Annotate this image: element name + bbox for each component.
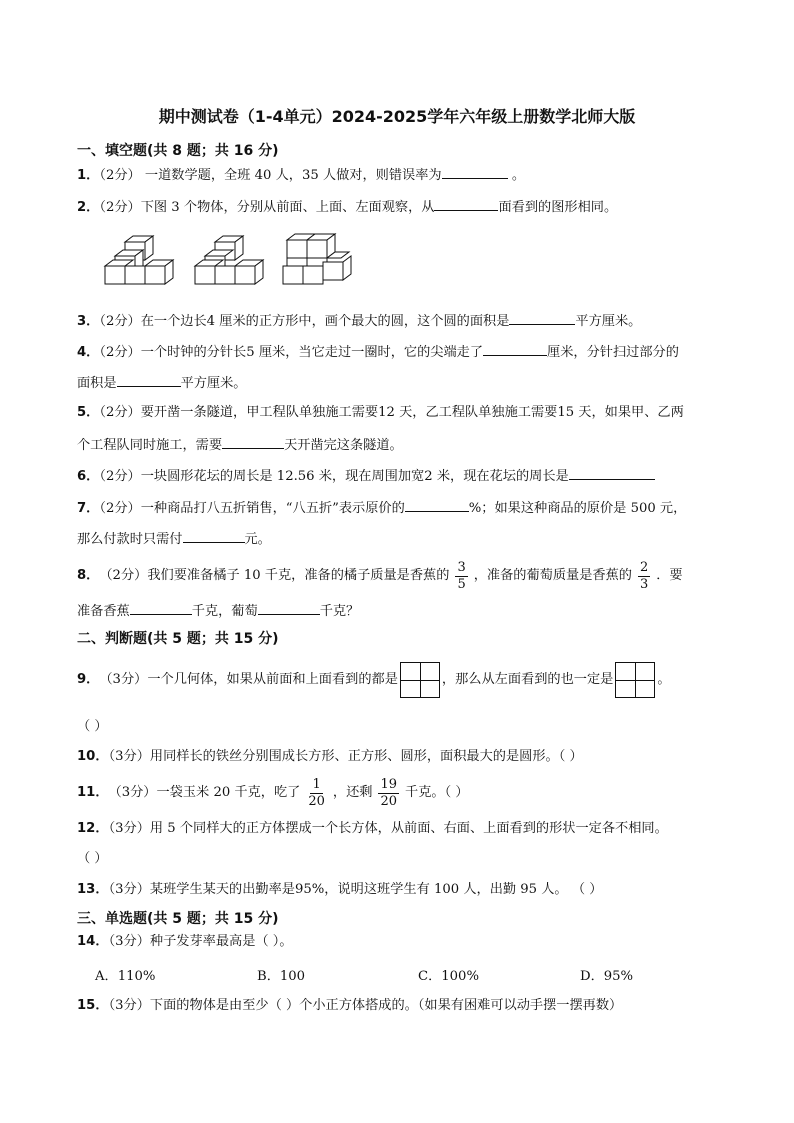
question-12-cont: （ ） [77,851,108,866]
cube-figures [103,232,353,288]
fraction-3-5: $\frac{3}{5}$ [457,559,466,592]
square-grid-icon [400,662,440,698]
answer-blank[interactable] [483,341,547,356]
question-11: 11． （3分） 一袋玉米 20 千克，吃了 $\frac{1}{20}$ ，还剩 $\frac{19}{20}$ 千克。（ ） [77,776,469,809]
question-3: 3．（2分）在一个边长4 厘米的正方形中，画个最大的圆，这个圆的面积是 平方厘米。 [77,310,641,332]
question-1: 1．（2分） 一道数学题，全班 40 人，35 人做对，则错误率为 。 [77,164,525,186]
answer-blank[interactable] [434,196,498,211]
fraction-19-20: $\frac{19}{20}$ [380,776,398,809]
cube-figure-2 [195,236,263,284]
question-2: 2．（2分）下图 3 个物体，分别从前面、上面、左面观察，从 面看到的图形相同。 [77,196,617,218]
option-c[interactable]: C．100% [418,969,479,984]
question-5-cont: 个工程队同时施工，需要 天开凿完这条隧道。 [77,434,403,456]
question-13: 13．（3分）某班学生某天的出勤率是95%，说明这班学生有 100 人，出勤 95 人。 （ ） [77,882,603,897]
question-9: 9． （3分） 一个几何体，如果从前面和上面看到的都是 ，那么从左面看到的也一定是 。 [77,660,671,700]
question-8: 8． （2分） 我们要准备橘子 10 千克，准备的橘子质量是香蕉的 $\frac{3}{5}$ ，准备的葡萄质量是香蕉的 $\frac{2}{3}$ ．要 [77,559,683,592]
answer-blank[interactable] [222,434,284,449]
section-fill-in: 一、填空题(共 8 题；共 16 分) [77,143,279,159]
fraction-1-20: $\frac{1}{20}$ [308,776,325,809]
question-12: 12．（3分）用 5 个同样大的正方体摆成一个长方体，从前面、右面、上面看到的形状一定各不相同。 [77,821,668,836]
question-6: 6．（2分）一块圆形花坛的周长是 12.56 米，现在周围加宽2 米，现在花坛的周长是 [77,465,655,487]
question-4: 4．（2分）一个时钟的分针长5 厘米，当它走过一圈时，它的尖端走了 厘米，分针扫过部分的 [77,341,679,363]
option-a[interactable]: A．110% [95,969,156,984]
answer-blank[interactable] [569,465,655,480]
answer-blank[interactable] [442,164,508,179]
question-4-cont: 面积是 平方厘米。 [77,372,247,394]
question-9-cont: （ ） [77,719,108,734]
answer-blank[interactable] [509,310,575,325]
answer-blank[interactable] [183,528,245,543]
question-7: 7．（2分）一种商品打八五折销售，“八五折”表示原价的 %；如果这种商品的原价是 500 元， [77,497,686,519]
answer-blank[interactable] [405,497,469,512]
fraction-2-3: $\frac{2}{3}$ [639,559,649,592]
cube-figure-1 [105,236,173,284]
answer-blank[interactable] [258,600,320,615]
answer-blank[interactable] [130,600,192,615]
square-grid-icon [615,662,655,698]
section-true-false: 二、判断题(共 5 题；共 15 分) [77,631,279,647]
cube-figure-3 [283,234,351,284]
option-d[interactable]: D．95% [580,969,634,984]
page-title: 期中测试卷（1-4单元）2024-2025学年六年级上册数学北师大版 [158,107,636,126]
option-b[interactable]: B．100 [257,969,306,984]
question-8-cont: 准备香蕉 千克，葡萄 千克？ [77,600,359,622]
question-7-cont: 那么付款时只需付 元。 [77,528,271,550]
question-15: 15．（3分）下面的物体是由至少（ ）个小正方体搭成的。（如果有困难可以动手摆一摆再数） [77,998,623,1013]
question-14: 14．（3分）种子发芽率最高是（ ）。 [77,934,293,949]
question-10: 10．（3分）用同样长的铁丝分别围成长方形、正方形、圆形，面积最大的是圆形。（ ） [77,749,583,764]
answer-blank[interactable] [117,372,181,387]
section-single-choice: 三、单选题(共 5 题；共 15 分) [77,911,279,927]
question-5: 5．（2分）要开凿一条隧道，甲工程队单独施工需要12 天，乙工程队单独施工需要15 天，如果甲、乙两 [77,405,684,420]
